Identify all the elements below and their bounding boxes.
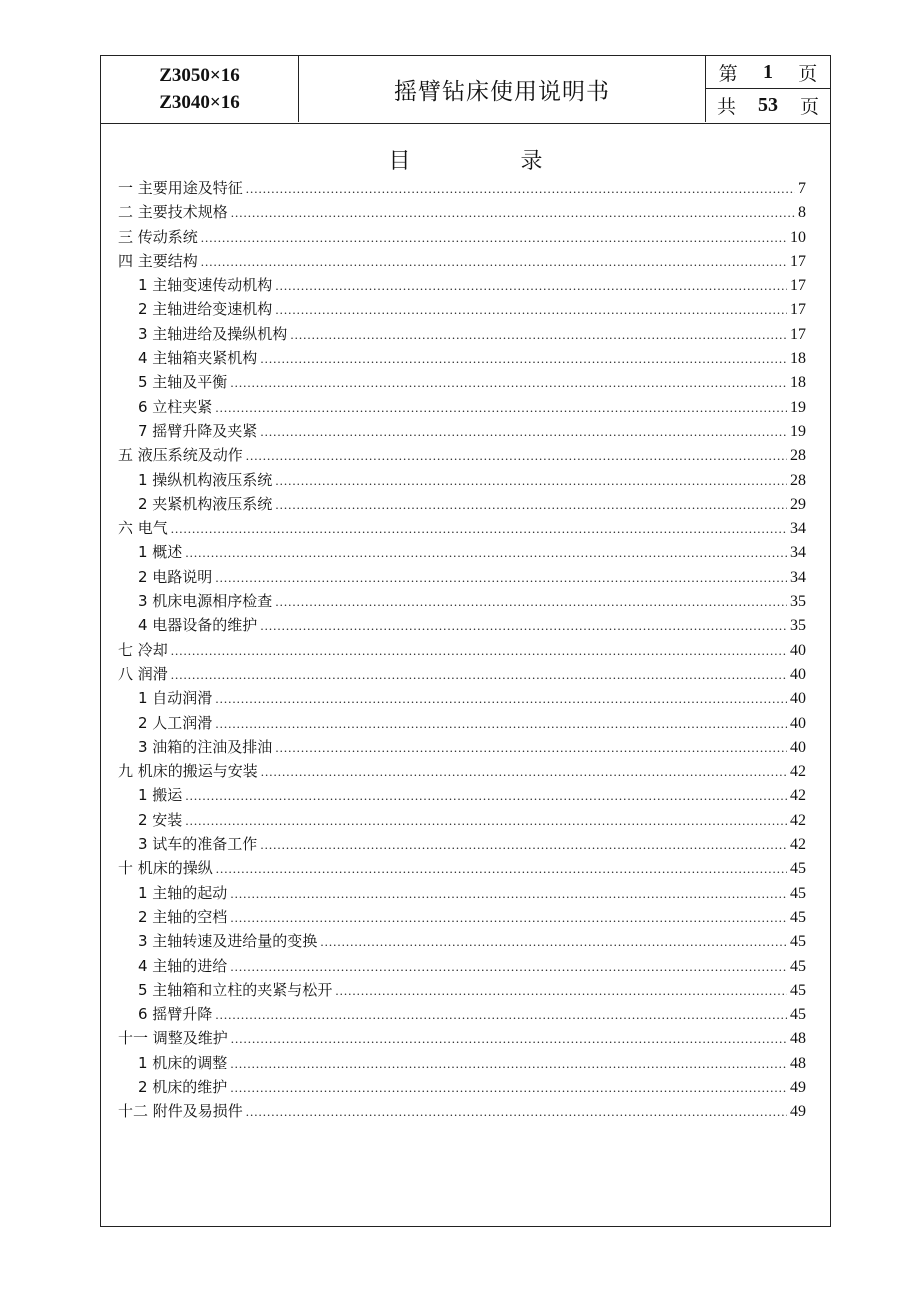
toc-leader-dots: [275, 298, 787, 322]
toc-entry[interactable]: [118, 516, 806, 540]
toc-leader-dots: [230, 371, 787, 395]
toc-entry[interactable]: [118, 1026, 806, 1050]
toc-leader-dots: [201, 250, 787, 274]
toc-leader-dots: [275, 590, 787, 614]
toc-entry-page: 29: [790, 495, 806, 513]
table-of-contents: [118, 176, 806, 1124]
toc-leader-dots: [275, 274, 787, 298]
toc-entry[interactable]: [118, 686, 806, 710]
toc-entry-label: 九 机床的搬运与安装: [118, 762, 258, 781]
toc-entry-page: 40: [790, 665, 806, 683]
toc-entry-label: 四 主要结构: [118, 251, 198, 270]
toc-leader-dots: [230, 955, 787, 979]
toc-entry[interactable]: [118, 832, 806, 856]
toc-entry[interactable]: [118, 759, 806, 783]
toc-entry[interactable]: [118, 1002, 806, 1026]
toc-leader-dots: [231, 201, 795, 225]
toc-entry[interactable]: [118, 978, 806, 1002]
toc-leader-dots: [260, 420, 787, 444]
toc-leader-dots: [185, 809, 787, 833]
toc-entry-label: 3 主轴转速及进给量的变换: [138, 932, 318, 951]
toc-leader-dots: [320, 930, 787, 954]
toc-entry[interactable]: [118, 638, 806, 662]
toc-entry-label: 6 摇臂升降: [138, 1005, 213, 1024]
toc-entry[interactable]: [118, 905, 806, 929]
toc-entry-label: 2 机床的维护: [138, 1077, 228, 1096]
toc-entry-label: 3 试车的准备工作: [138, 835, 258, 854]
toc-entry-page: 42: [790, 787, 806, 805]
toc-entry-label: 1 主轴变速传动机构: [138, 276, 273, 295]
toc-entry-page: 45: [790, 1006, 806, 1024]
model-2: Z3040×16: [159, 92, 240, 113]
toc-entry-label: 5 主轴箱和立柱的夹紧与松开: [138, 980, 333, 999]
toc-entry[interactable]: [118, 954, 806, 978]
page-info: [705, 56, 830, 122]
toc-entry-label: 3 主轴进给及操纵机构: [138, 324, 288, 343]
toc-entry-label: 一 主要用途及特征: [118, 179, 243, 197]
toc-leader-dots: [230, 906, 787, 930]
toc-entry-page: 45: [790, 981, 806, 999]
toc-entry[interactable]: [118, 1051, 806, 1075]
page-label-pre: 第: [718, 62, 738, 85]
toc-leader-dots: [185, 541, 787, 565]
toc-entry[interactable]: [118, 783, 806, 807]
toc-entry-label: 三 传动系统: [118, 227, 198, 246]
model-1: Z3050×16: [159, 65, 240, 86]
toc-entry[interactable]: [118, 297, 806, 321]
toc-leader-dots: [261, 760, 787, 784]
toc-entry-label: 十 机床的操纵: [118, 859, 213, 878]
toc-entry-page: 45: [790, 933, 806, 951]
toc-entry-label: 六 电气: [118, 519, 168, 538]
toc-entry-label: 1 机床的调整: [138, 1053, 228, 1072]
toc-entry-label: 2 人工润滑: [138, 713, 213, 732]
page-label-post: 页: [798, 62, 818, 85]
toc-entry-page: 42: [790, 763, 806, 781]
toc-leader-dots: [260, 347, 787, 371]
toc-entry-label: 八 润滑: [118, 664, 168, 683]
toc-leader-dots: [171, 517, 787, 541]
toc-entry[interactable]: [118, 419, 806, 443]
toc-entry-label: 5 主轴及平衡: [138, 373, 228, 392]
toc-entry-page: 34: [790, 568, 806, 586]
toc-leader-dots: [290, 323, 787, 347]
toc-entry-page: 18: [790, 374, 806, 392]
toc-leader-dots: [230, 1052, 787, 1076]
toc-entry-label: 1 搬运: [138, 786, 183, 805]
toc-entry-label: 五 液压系统及动作: [118, 446, 243, 465]
toc-entry[interactable]: [118, 322, 806, 346]
toc-entry-page: 42: [790, 836, 806, 854]
toc-entry[interactable]: [118, 565, 806, 589]
toc-entry-page: 28: [790, 471, 806, 489]
toc-entry[interactable]: [118, 200, 806, 224]
toc-entry-label: 十一 调整及维护: [118, 1029, 228, 1048]
total-pages-row: [706, 89, 830, 122]
toc-leader-dots: [215, 687, 787, 711]
toc-leader-dots: [215, 396, 787, 420]
toc-entry-page: 49: [790, 1078, 806, 1096]
toc-entry-label: 十二 附件及易损件: [118, 1102, 243, 1121]
toc-entry-page: 42: [790, 811, 806, 829]
toc-leader-dots: [275, 469, 787, 493]
toc-entry-label: 2 电路说明: [138, 567, 213, 586]
toc-entry-page: 17: [790, 325, 806, 343]
toc-leader-dots: [246, 444, 787, 468]
toc-entry-page: 17: [790, 252, 806, 270]
toc-leader-dots: [185, 784, 787, 808]
toc-leader-dots: [335, 979, 787, 1003]
toc-entry[interactable]: [118, 395, 806, 419]
toc-entry[interactable]: [118, 929, 806, 953]
toc-entry[interactable]: [118, 540, 806, 564]
toc-entry[interactable]: [118, 735, 806, 759]
toc-entry-page: 17: [790, 277, 806, 295]
toc-entry-page: 45: [790, 884, 806, 902]
toc-entry[interactable]: [118, 613, 806, 637]
toc-entry[interactable]: [118, 176, 806, 200]
toc-entry[interactable]: [118, 370, 806, 394]
toc-entry-label: 3 机床电源相序检查: [138, 592, 273, 611]
toc-entry-label: 2 安装: [138, 810, 183, 829]
toc-entry[interactable]: [118, 1099, 806, 1123]
toc-leader-dots: [260, 833, 787, 857]
toc-entry-page: 49: [790, 1103, 806, 1121]
toc-leader-dots: [171, 663, 787, 687]
toc-title: [101, 144, 830, 175]
toc-entry-page: 10: [790, 228, 806, 246]
total-label-post: 页: [799, 96, 819, 118]
toc-entry-page: 17: [790, 301, 806, 319]
toc-entry-label: 1 主轴的起动: [138, 883, 228, 902]
toc-entry-label: 3 油箱的注油及排油: [138, 737, 273, 756]
toc-entry-page: 19: [790, 422, 806, 440]
toc-entry-page: 40: [790, 641, 806, 659]
toc-leader-dots: [201, 226, 787, 250]
toc-entry-page: 34: [790, 520, 806, 538]
toc-entry[interactable]: [118, 808, 806, 832]
toc-entry[interactable]: [118, 443, 806, 467]
toc-entry-label: 2 主轴的空档: [138, 907, 228, 926]
toc-entry[interactable]: [118, 856, 806, 880]
toc-entry-page: 28: [790, 447, 806, 465]
toc-entry-page: 19: [790, 398, 806, 416]
toc-leader-dots: [275, 493, 787, 517]
toc-leader-dots: [260, 614, 787, 638]
toc-leader-dots: [215, 566, 787, 590]
toc-entry[interactable]: [118, 711, 806, 735]
toc-leader-dots: [246, 1100, 787, 1124]
toc-entry-page: 8: [798, 204, 806, 222]
model-numbers: [101, 56, 299, 122]
toc-entry-label: 1 操纵机构液压系统: [138, 470, 273, 489]
toc-entry-page: 34: [790, 544, 806, 562]
toc-title-char-2: 录: [520, 149, 543, 174]
toc-entry-page: 35: [790, 617, 806, 635]
toc-entry-label: 二 主要技术规格: [118, 203, 228, 222]
toc-title-char-1: 目: [388, 149, 411, 174]
toc-entry-page: 18: [790, 350, 806, 368]
toc-entry[interactable]: [118, 225, 806, 249]
toc-entry-page: 40: [790, 738, 806, 756]
document-frame: [100, 55, 831, 1227]
toc-entry-label: 6 立柱夹紧: [138, 397, 213, 416]
toc-leader-dots: [215, 1003, 787, 1027]
toc-entry-label: 1 概述: [138, 543, 183, 562]
toc-entry[interactable]: [118, 492, 806, 516]
toc-entry-label: 4 主轴的进给: [138, 956, 228, 975]
toc-leader-dots: [275, 736, 787, 760]
toc-entry-label: 2 主轴进给变速机构: [138, 300, 273, 319]
toc-entry[interactable]: [118, 1075, 806, 1099]
toc-entry-page: 45: [790, 908, 806, 926]
toc-entry-page: 40: [790, 714, 806, 732]
total-pages: 53: [757, 94, 778, 116]
toc-entry[interactable]: [118, 346, 806, 370]
toc-entry-page: 48: [790, 1030, 806, 1048]
toc-entry-page: 45: [790, 860, 806, 878]
toc-entry[interactable]: [118, 881, 806, 905]
toc-entry[interactable]: [118, 249, 806, 273]
toc-entry-label: 4 主轴箱夹紧机构: [138, 349, 258, 368]
page-number-row: [706, 56, 830, 89]
toc-entry-label: 4 电器设备的维护: [138, 616, 258, 635]
document-header: [101, 56, 830, 124]
toc-entry-page: 48: [790, 1054, 806, 1072]
toc-entry[interactable]: [118, 273, 806, 297]
toc-entry-page: 45: [790, 957, 806, 975]
total-label-pre: 共: [716, 96, 736, 118]
toc-entry-label: 7 摇臂升降及夹紧: [138, 421, 258, 440]
toc-leader-dots: [171, 639, 787, 663]
toc-entry-page: 35: [790, 593, 806, 611]
toc-leader-dots: [216, 857, 787, 881]
toc-entry[interactable]: [118, 468, 806, 492]
toc-entry-label: 七 冷却: [118, 640, 168, 659]
toc-entry-label: 1 自动润滑: [138, 689, 213, 708]
toc-leader-dots: [231, 1027, 787, 1051]
toc-entry[interactable]: [118, 589, 806, 613]
toc-leader-dots: [230, 1076, 787, 1100]
page-number: 1: [762, 60, 773, 83]
toc-leader-dots: [230, 882, 787, 906]
toc-entry-label: 2 夹紧机构液压系统: [138, 494, 273, 513]
toc-entry-page: 40: [790, 690, 806, 708]
toc-leader-dots: [246, 177, 795, 201]
document-title: 摇臂钻床使用说明书: [394, 78, 610, 105]
toc-entry[interactable]: [118, 662, 806, 686]
toc-entry-page: 7: [798, 180, 806, 197]
toc-leader-dots: [215, 712, 787, 736]
